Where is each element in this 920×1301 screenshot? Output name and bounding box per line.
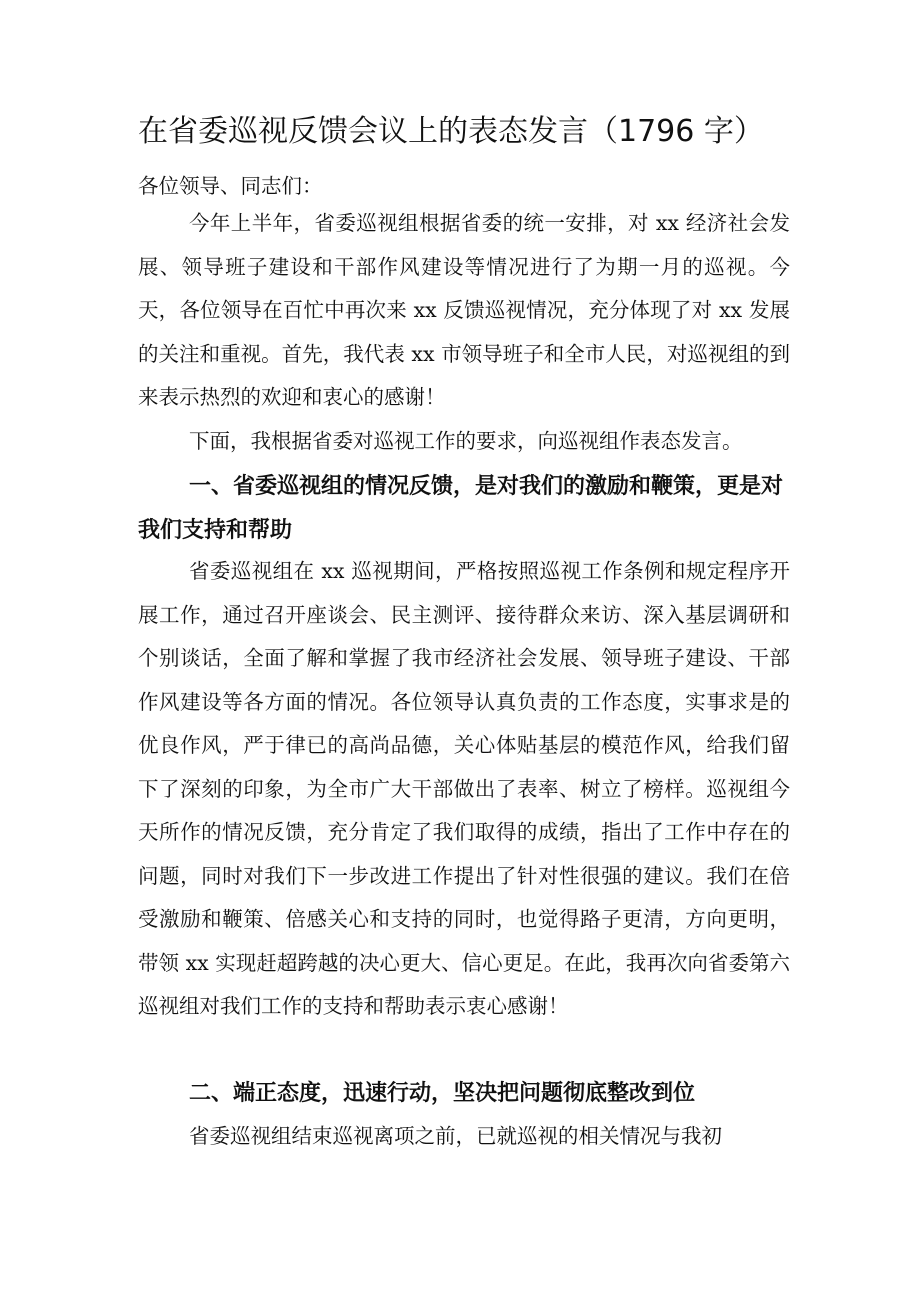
salutation: 各位领导、同志们： [138,174,323,198]
paragraph-section-2: 省委巡视组结束巡视离项之前，已就巡视的相关情况与我初 [189,1124,722,1148]
section-heading-2: 二、端正态度，迅速行动，坚决把问题彻底整改到位 [189,1081,696,1106]
section-heading-1: 一、省委巡视组的情况反馈，是对我们的激励和鞭策，更是对我们支持和帮助 [138,474,784,543]
document-title: 在省委巡视反馈会议上的表态发言（1796 字） [138,114,764,149]
paragraph-statement: 下面，我根据省委对巡视工作的要求，向巡视组作表态发言。 [189,429,743,453]
paragraph-section-1: 省委巡视组在 xx 巡视期间，严格按照巡视工作条例和规定程序开展工作，通过召开座谈会、民主测评、接待群众来访、深入基层调研和个别谈话，全面了解和掌握了我市经济社会发展、领导班子建设、干部作风建设等各方面的情况。各位领导认真负责的工作态度，实事求是的优良作风，严于律已的高尚品德，关心体贴基层的模范作风，给我们留下了深刻的印象，为全市广大干部做出了表率、树立了榜样。巡视组今天所作的情况反馈，充分肯定了我们取得的成绩，指出了工作中存在的问题，同时对我们下一步改进工作提出了针对性很强的建议。我们在倍受激励和鞭策、倍感关心和支持的同时，也觉得路子更清，方向更明，带领 xx 实现赶超跨越的决心更大、信心更足。在此，我再次向省委第六巡视组对我们工作的支持和帮助表示衷心感谢！ [138,559,790,1018]
paragraph-intro: 今年上半年，省委巡视组根据省委的统一安排，对 xx 经济社会发展、领导班子建设和干部作风建设等情况进行了为期一月的巡视。今天，各位领导在百忙中再次来 xx 反馈巡视情况，充分体现了对 xx 发展的关注和重视。首先，我代表 xx 市领导班子和全市人民，对巡视组的到来表示热烈的欢迎和衷心的感谢！ [138,211,790,409]
